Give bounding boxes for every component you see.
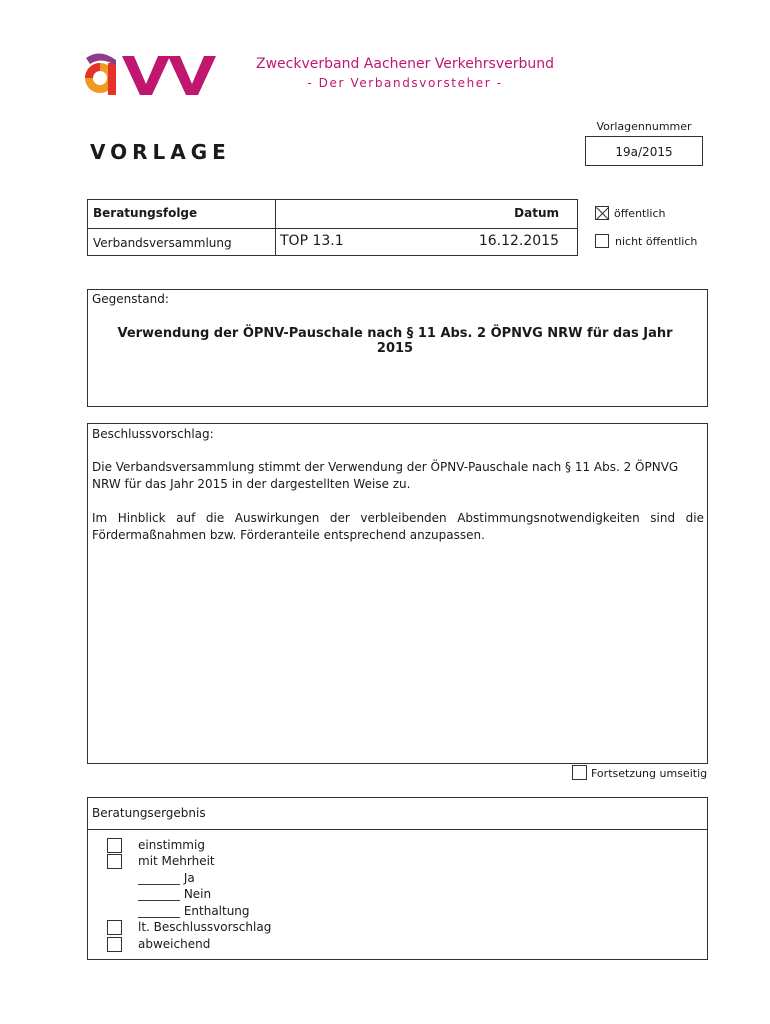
public-label: öffentlich	[614, 207, 666, 220]
ja-count-field[interactable]: _______ Ja	[138, 871, 195, 885]
beschlussvorschlag-paragraph: Im Hinblick auf die Auswirkungen der verbleibenden Abstimmungsnotwendigkeiten sind die Fördermaßnahmen bzw. Förderanteile entsprechend anzupassen.	[92, 511, 704, 542]
gegenstand-label: Gegenstand:	[92, 292, 169, 306]
beratungsergebnis-label: Beratungsergebnis	[92, 806, 206, 820]
mehrheit-checkbox[interactable]	[107, 854, 122, 869]
nonpublic-label: nicht öffentlich	[615, 235, 698, 248]
vorlagennummer-field[interactable]: 19a/2015	[585, 136, 703, 166]
einstimmig-checkbox[interactable]	[107, 838, 122, 853]
beschlussvorschlag-label: Beschlussvorschlag:	[92, 427, 214, 441]
abweichend-label: abweichend	[138, 937, 211, 951]
document-title: VORLAGE	[90, 140, 231, 164]
nein-count-field[interactable]: _______ Nein	[138, 887, 212, 901]
einstimmig-label: einstimmig	[138, 838, 205, 852]
lt-beschluss-checkbox[interactable]	[107, 920, 122, 935]
beschlussvorschlag-paragraph: Die Verbandsversammlung stimmt der Verwendung der ÖPNV-Pauschale nach § 11 Abs. 2 ÖPNVG NRW für das Jahr 2015 in der dargestellten Weise zu.	[92, 460, 679, 491]
avv-logo	[80, 46, 225, 98]
datum-header: Datum	[514, 206, 559, 220]
vorlagennummer-label: Vorlagennummer	[596, 120, 692, 133]
datum-value[interactable]: 16.12.2015	[478, 233, 559, 249]
mehrheit-label: mit Mehrheit	[138, 854, 215, 868]
organization-subtitle: - Der Verbandsvorsteher -	[307, 76, 503, 90]
abweichend-checkbox[interactable]	[107, 937, 122, 952]
gremium-value: Verbandsversammlung	[93, 236, 232, 250]
public-checkbox[interactable]	[595, 206, 609, 220]
nonpublic-checkbox[interactable]	[595, 234, 609, 248]
table-divider	[88, 228, 577, 229]
gegenstand-text: Verwendung der ÖPNV-Pauschale nach § 11 Abs. 2 ÖPNVG NRW für das Jahr 2015	[117, 326, 673, 356]
lt-beschluss-label: lt. Beschlussvorschlag	[138, 920, 272, 934]
top-value[interactable]: TOP 13.1	[280, 233, 344, 249]
fortsetzung-label: Fortsetzung umseitig	[591, 767, 708, 780]
fortsetzung-checkbox[interactable]	[572, 765, 587, 780]
beratungsfolge-header: Beratungsfolge	[93, 206, 198, 220]
organization-name: Zweckverband Aachener Verkehrsverbund	[256, 56, 554, 72]
beratungsfolge-table	[87, 199, 578, 256]
enthaltung-count-field[interactable]: _______ Enthaltung	[138, 904, 250, 918]
